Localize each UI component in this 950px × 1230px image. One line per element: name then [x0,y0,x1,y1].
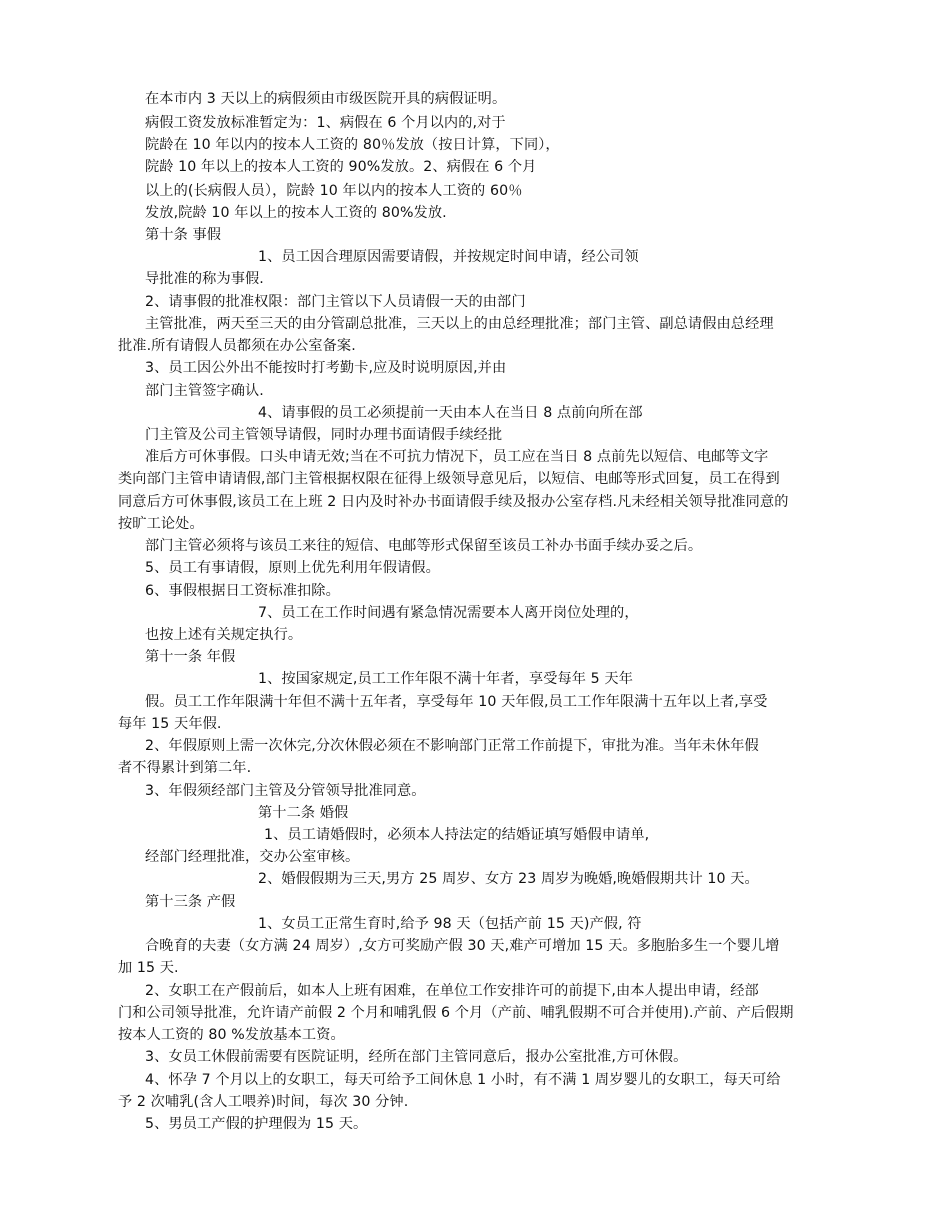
text-line: 批准.所有请假人员都须在办公室备案. [118,338,356,354]
section-heading: 第十条 事假 [145,227,222,243]
text-line: 5、男员工产假的护理假为 15 天。 [145,1116,368,1132]
section-heading: 第十二条 婚假 [258,805,349,821]
text-line: 2、年假原则上需一次休完,分次休假必须在不影响部门正常工作前提下，审批为准。当年未休年假 [145,738,759,754]
text-line: 按本人工资的 80 %发放基本工资。 [118,1027,345,1043]
text-line: 也按上述有关规定执行。 [145,627,303,643]
text-line: 3、女员工休假前需要有医院证明，经所在部门主管同意后，报办公室批准,方可休假。 [145,1049,688,1065]
text-line: 2、请事假的批准权限：部门主管以下人员请假一天的由部门 [145,294,526,310]
text-line: 院龄在 10 年以内的按本人工资的 80％发放（按日计算，下同）， [145,137,560,153]
text-line: 3、员工因公外出不能按时打考勤卡,应及时说明原因,并由 [145,360,507,376]
text-line: 门和公司领导批准，允许请产前假 2 个月和哺乳假 6 个月（产前、哺乳假期不可合并使用).产前、产后假期 [118,1005,794,1021]
text-line: 导批准的称为事假. [145,271,264,287]
text-line: 在本市内 3 天以上的病假须由市级医院开具的病假证明。 [145,91,507,107]
text-line: 4、怀孕 7 个月以上的女职工，每天可给予工间休息 1 小时，有不满 1 周岁婴儿的女职工，每天可给 [145,1072,781,1088]
text-line: 准后方可休事假。口头申请无效;当在不可抗力情况下，员工应在当日 8 点前先以短信、电邮等文字 [145,449,769,465]
text-line: 部门主管签字确认. [145,383,264,399]
text-line: 以上的(长病假人员），院龄 10 年以内的按本人工资的 60％ [145,183,523,199]
text-line: 2、婚假假期为三天,男方 25 周岁、女方 23 周岁为晚婚,晚婚假期共计 10 天。 [258,871,759,887]
text-line: 部门主管必须将与该员工来往的短信、电邮等形式保留至该员工补办书面手续办妥之后。 [145,538,703,554]
text-line: 1、员工请婚假时，必须本人持法定的结婚证填写婚假申请单, [264,827,650,843]
text-line: 4、请事假的员工必须提前一天由本人在当日 8 点前向所在部 [258,405,643,421]
text-line: 1、按国家规定,员工工作年限不满十年者，享受每年 5 天年 [258,671,633,687]
section-heading: 第十三条 产假 [145,894,236,910]
text-line: 门主管及公司主管领导请假，同时办理书面请假手续经批 [145,427,503,443]
text-line: 7、员工在工作时间遇有紧急情况需要本人离开岗位处理的， [258,605,639,621]
text-line: 合晚育的夫妻（女方满 24 周岁）,女方可奖励产假 30 天,难产可增加 15 天。多胞胎多生一个婴儿增 [145,938,780,954]
text-line: 者不得累计到第二年. [118,760,252,776]
text-line: 予 2 次哺乳(含人工喂养)时间，每次 30 分钟. [118,1094,409,1110]
text-line: 主管批准，两天至三天的由分管副总批准，三天以上的由总经理批准；部门主管、副总请假由总经理 [145,316,774,332]
text-line: 经部门经理批准，交办公室审核。 [145,849,360,865]
text-line: 1、员工因合理原因需要请假，并按规定时间申请，经公司领 [258,249,639,265]
text-line: 同意后方可休事假,该员工在上班 2 日内及时补办书面请假手续及报办公室存档.凡未经相关领导批准同意的 [118,494,789,510]
text-line: 3、年假须经部门主管及分管领导批准同意。 [145,783,426,799]
section-heading: 第十一条 年假 [145,649,236,665]
text-line: 病假工资发放标准暂定为：1、病假在 6 个月以内的,对于 [145,115,506,131]
text-line: 类向部门主管申请请假,部门主管根据权限在征得上级领导意见后，以短信、电邮等形式回复，员工在得到 [118,471,780,487]
text-line: 按旷工论处。 [118,516,204,532]
text-line: 5、员工有事请假，原则上优先利用年假请假。 [145,560,440,576]
text-line: 每年 15 天年假. [118,716,222,732]
text-line: 发放,院龄 10 年以上的按本人工资的 80%发放. [145,205,447,221]
text-line: 6、事假根据日工资标准扣除。 [145,583,340,599]
text-line: 假。员工工作年限满十年但不满十五年者，享受每年 10 天年假,员工工作年限满十五年以上者,享受 [145,694,768,710]
text-line: 2、女职工在产假前后，如本人上班有困难，在单位工作安排许可的前提下,由本人提出申请，经部 [145,983,759,999]
text-line: 1、女员工正常生育时,给予 98 天（包括产前 15 天)产假, 符 [258,916,642,932]
text-line: 加 15 天. [118,960,179,976]
text-line: 院龄 10 年以上的按本人工资的 90%发放。2、病假在 6 个月 [145,159,537,175]
